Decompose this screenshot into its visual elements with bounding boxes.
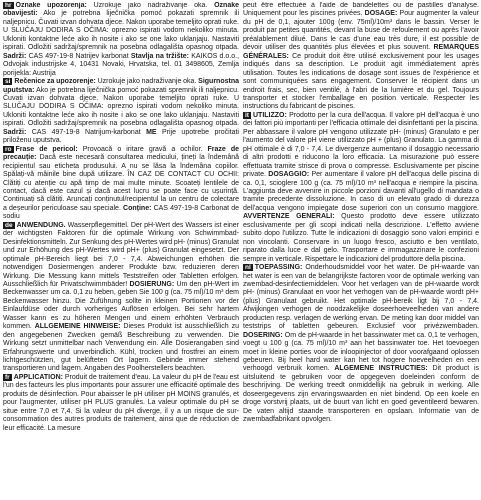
section-heading: Conține: (123, 204, 152, 212)
language-badge: de (5, 221, 13, 229)
section-text: Per aumentare il valore pH dell'acqua delle piscina di ca. 0,1, scioglere 100 g (ca. 75 ml)/10 m³ nell'acqua e riempire la piscina. L'aggiunta deve avvenire in piccole porzioni davanti all'ugello di mandata o tramite precedente dissoluzione. In caso di un elevato grado di durezza dell'acqua vengono impiegate dose superiori con un consumo maggiore. (243, 171, 479, 212)
section-text: Uzrokuje jako nadraživanje oka. (95, 78, 199, 86)
section-heading: Rečenice za upozorenje: (14, 78, 96, 86)
language-badge: it (245, 111, 249, 119)
section-hr (3, 2, 239, 78)
section-text: Om de pH-waarde in het bassinwater met ca. 0,1 te verhogen, voegt u 100 g (ca. 75 ml)/10 m³ aan het bassinwater toe. Het toevoegen moet in kleine porties voor de inloopinjector of door voorafgaand oplossen gebeuren. Bij heel hard water kan het tot hogere hoeveelheden en een verhoogd verbruik komen. (243, 331, 479, 373)
section-heading: REMARQUES GÉNÉRALES: (243, 44, 479, 60)
language-badge: fr (5, 373, 10, 381)
section-text: Dieses Produkt ist ausschließlich zu den angegebenen Zwecken gemäß Beschreibung zu verwenden. Die Wirkung setzt unmittelbar nach Verwendung ein. Alle Dosierangaben sind Erfahrungswerte und unverbindlich. Kühl, trocken und frostfrei an einem lichtgeschützten, gut belüfteten Ort lagern. Gebinde immer stehend transportieren und lagern. Angaben des Poolherstellers beachten. (3, 323, 239, 373)
section-nl (243, 264, 479, 425)
section-heading: ME (146, 128, 157, 136)
section-heading: Sadrži: (3, 128, 27, 136)
section-text: Produit de traitement d'eau. La valeur du pH de l'eau est l'un des facteurs les plus importants pour assurer une efficacité optimale des produits de désinfection. Pour abaisser le pH utiliser pH MOINS granulés, et pour l'augmenter, utiliser pH PLUS granulés. La valeur optimale du pH se situe entre 7,0 et 7,4. Si la valeur du pH diverge, il y a un risque de sur-consommation des autres produits de traitement, ainsi que de réduction de leur efficacité. La mesure (3, 373, 239, 432)
section-text: Questo prodotto deve essere utilizzato esclusivamente per gli scopi indicati nella descrizione. L'effetto avviene subito dopo l'utilizzo. Tutte le indicazioni di dosaggio sono valori empirici e non vincolanti. Conservare in un luogo fresco, asciutto e ben ventilato, riparato dalla luce e dal gelo. Trasportare e immagazzinare le confezioni sempre in verticale. Rispettare le indicazioni del produttore della piscina. (243, 213, 479, 263)
section-heading: Oznake obavijesti: (3, 2, 239, 18)
language-badge: ro (5, 145, 12, 153)
section-text: Dacă este necesară consultarea medicului, țineți la îndemână recipientul sau eticheta produsului. A nu se lăsa la îndemâna copiilor. Spălați-vă mâinile bine după utilizare. ÎN CAZ DE CONTACT CU OCHII: Clătiți cu atenție cu apă timp de mai multe minute. Scoateți lentilele de contact, dacă este cazul și dacă acest lucru se poate face cu ușurință. Continuați să clătiți. Aruncați conținutul/recipientul la un centru de colectare a deșeurilor periculoase sau speciale. (3, 154, 239, 212)
section-text: Prodotto per la cura dell'acqua. Il valore pH dell'acqua è uno dei fattori più importanti per l'efficacia ottimale dei disinfettanti per la piscina. Per abbassare il valore pH vengono utilizzate pH- (minus) Granulato e per l'aumento del valore pH viene utilizzato pH + (plus) Granulato. La gamma di pH ottimale è di 7,0 - 7,4. Le divergenze aumentano il dosaggio necessario di altri prodotti e riducono la loro efficacia. La misurazione può essere effettuata tramite strisce di prova o compresse. Esclusivamente per piscine private. (243, 111, 479, 179)
section-fr (3, 374, 239, 433)
section-text: peut être effectuée à l'aide de bandelettes ou de pastilles d'analyse. Uniquement pour les piscines privées. (243, 2, 479, 18)
section-heading: Fraze de precauție: (3, 145, 239, 162)
section-heading: DOSERING: (243, 331, 283, 339)
section-heading: Sigurnostna uputstva: (3, 78, 239, 94)
section-text: CAS 497-19-8 Natrijum-karbonat (26, 128, 147, 136)
section-heading: ANWENDUNG. (16, 221, 66, 229)
section-it (243, 112, 479, 264)
section-heading: UTILIZZO: (252, 111, 287, 119)
section-text: Pour augmenter la valeur du pH de 0,1, ajouter 100g (env. 75ml)/10m³ dans le bassin. Verser le produit par petites quantités, devant la buse de refoulement ou après l'avoir préalablement dilué. Dans le cas d'une eau très dure, il est possible de devoir utiliser des quantités plus élevées et plus souvent. (243, 10, 479, 52)
section-heading: Frase de pericol: (15, 145, 78, 153)
section-text: CAS 497-19-8 Carbonat de sodiu (3, 204, 239, 221)
section-text: Wasserpflegemittel. Der pH-Wert des Wassers ist einer der wichtigsten Faktoren für die optimale Wirkung von Schwimmbad-Desinfektionsmitteln. Zur Senkung des pH-Wertes wird pH- (minus) Granulat und zur Erhöhung des pH-Wertes wird pH+ (plus) Granulat eingesetzt. Der optimale pH-Bereich liegt bei 7,0 - 7,4. Abweichungen erhöhen die notwendigen Dosiermengen anderer Produkte bzw. reduzieren deren Wirkung. Die Messung kann mittels Teststreifen oder Tabletten erfolgen. Ausschließlich für Privatschwimmbäder! (3, 221, 239, 288)
section-heading: ALGEMENE INSTRUCTIES: (334, 365, 428, 373)
section-text: Uzrokuje jako nadraživanje oka. (86, 2, 215, 9)
section-text: Onderhoudsmiddel voor het water. De pH-waarde van het water is een van de belangrijkste factoren voor de optimale werking van zwembad-desinfectiemiddelen. Voor het verlagen van de pH-waarde wordt pH- (minus) Granulaat en voor het verhogen van de pH-waarde wordt pH+ (plus) Granulaat gebruikt. Het optimale pH-bereik ligt bij 7,0 - 7,4. Afwijkingen verhogen de noodzakelijke doseerhoeveelheden van andere producten resp. verlagen de werking ervan. De meting kan door middel van teststrips of tabletten gebeuren. Exclusief voor privézwembaden. (243, 264, 479, 331)
section-heading: Sadrži: (3, 52, 27, 60)
right-text-column (243, 2, 479, 498)
language-badge: hr (5, 2, 12, 9)
section-heading: AVVERTENZE GENERALI: (243, 213, 335, 221)
section-text: Ako je potrebna liječnička pomoć pokazati spremnik ili naljepnicu. Čuvati izvan dohvata djece. Nakon uporabe temeljito oprati ruke. U SLUČAJU DODIRA S OČIMA: oprezno ispirati vodom nekoliko minuta. Ukloniti kontaktne leće ako ih nosite i ako se one lako uklanjaju. Nastaviti ispirati. Odložiti sadržaj/spremnik na posebna odlagališta opasnog otpada. (3, 10, 239, 52)
section-text: Dit product is uitsluitend te gebruiken voor de opgegeven doeleinden conform de beschrijving. De werking treedt onmiddellijk na gebruik in werking. Alle doseergegevens zijn ervaringswaarden en niet bindend. Op een koele en droge vorstvrij plaats, uit de buurt van licht en goed geventileerd bewaren. De vaten altijd staande transporteren en opslaan. Informatie van de zwembadfabrikant opvolgen. (243, 365, 479, 424)
left-text-column (3, 2, 239, 498)
section-heading: TOEPASSING: (254, 264, 303, 272)
section-heading: APPLICATION: (13, 373, 63, 381)
section-continued (243, 2, 479, 112)
section-text: KAIKOS d.o.o., Odvojak industrijske 4, 10431 Novaki, Hrvatska, tel. 01 3498605, Zemlja porijekla: Austrija (3, 52, 239, 77)
section-text: Prije upotrebe pročitati priloženu uputstva. (3, 128, 239, 145)
language-badge: nl (245, 264, 251, 272)
section-heading: Stavlja na tržište: (130, 52, 190, 60)
section-heading: DOSAGGIO: (268, 171, 310, 179)
section-si (3, 78, 239, 146)
section-text: Ako je potrebna liječnička pomoć pokazati spremnik ili naljepnicu. Čuvati izvan dohvata djece. Nakon uporabe temeljito oprati ruke. U SLUČAJU DODIRA S OČIMA: oprezno ispirati vodom nekoliko minuta. Ukloniti kontaktne leće ako ih nosite i ako se one lako uklanjaju. Nastaviti ispirati. Odložiti sadržaj/spremnik na posebna odlagališta opasnog otpada. (3, 86, 239, 128)
section-heading: Oznake upozorenja: (15, 2, 87, 9)
section-text: Provoacă o iritare gravă a ochilor. (77, 145, 208, 153)
section-text: CAS 497-19-8 Natrijev karbonat (26, 52, 131, 60)
section-text: Ce produit doit être utilisé exclusivement pour les usages indiqués dans sa description. Le produit agit immédiatement après utilisation. Toutes les indications de dosage sont issues de l'expérience et sont communiquées sans engagement. Conserver le récipient dans un endroit frais, sec, bien ventilé, à l'abri de la lumière et du gel. Toujours transporter et stocker l'emballage en position verticale. Respecter les instructions du fabricant de piscines. (243, 52, 479, 111)
section-text: Um den pH-Wert im Beckenwasser um ca. 0,1 zu heben, geben Sie 100 g (ca. 75 ml)/10 m³ dem Beckenwasser hinzu. Die Zuführung sollte in kleinen Portionen vor der Einlaufdüse oder durch vorheriges Auflösen erfolgen. Bei sehr hartem Wasser kann es zu höheren Mengen und einem erhöhten Verbrauch kommen. (3, 280, 239, 331)
section-heading: DOSIERUNG: (129, 280, 175, 288)
section-de (3, 222, 239, 374)
section-ro (3, 146, 239, 222)
section-heading: DOSAGE: (364, 10, 398, 18)
section-heading: ALLGEMEINE HINWEISE: (34, 323, 121, 331)
language-badge: si (5, 78, 11, 86)
